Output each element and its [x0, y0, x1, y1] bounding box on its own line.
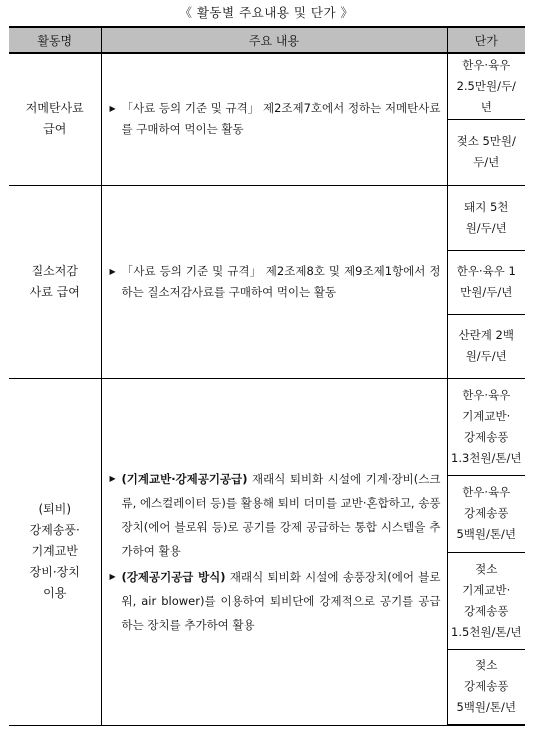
content-cell [101, 53, 447, 185]
price-line: 강제송풍 [464, 429, 509, 444]
price-line: 강제송풍 [464, 506, 509, 520]
header-row [9, 27, 525, 53]
activity-name: 질소저감 [31, 263, 78, 278]
content-cell [101, 185, 447, 378]
price-value: 1.5천원/톤/년 [451, 624, 522, 639]
table-row [9, 53, 525, 119]
activity-cell [9, 378, 101, 725]
header-price: 단가 [447, 27, 525, 53]
price-value: 5백원/톤/년 [456, 700, 516, 715]
activity-name: 기계교반 [31, 544, 78, 558]
price-line: 강제송풍 [464, 603, 509, 618]
price-cell [447, 314, 525, 378]
triangle-bullet-icon: ▶ [109, 104, 116, 114]
content-cell [101, 378, 447, 725]
price-value: 5백원/톤/년 [456, 527, 516, 541]
activity-name: 이용 [43, 586, 67, 600]
price-cell [447, 185, 525, 250]
activity-name: 저메탄사료 [25, 101, 84, 116]
price-line: 젖소 [475, 561, 498, 576]
price-value: 산란계 2백원/두/년 [458, 328, 514, 363]
price-value: 돼지 5천원/두/년 [464, 199, 509, 235]
activity-name: (퇴비) [38, 502, 72, 516]
price-line: 강제송풍 [464, 679, 509, 694]
activity-name: 강제송풍· [29, 523, 80, 537]
bullet-heading: (강제공기공급 방식) [121, 569, 226, 584]
header-content: 주요 내용 [101, 27, 447, 53]
price-cell [447, 475, 525, 552]
activity-cell [9, 53, 101, 185]
price-cell [447, 378, 525, 475]
price-line: 기계교반· [462, 582, 511, 597]
content-bullet [110, 467, 441, 563]
content-bullet: ▶ 「사료 등의 기준 및 규격」 제2조제7호에서 정하는 저메탄사료를 구매하여 먹이는 활동 [110, 98, 441, 140]
price-line: 한우·육우 [462, 485, 511, 499]
price-cell [447, 552, 525, 649]
price-value: 1.3천원/톤/년 [451, 450, 522, 465]
content-bullet [110, 565, 441, 637]
price-line: 기계교반· [462, 408, 511, 423]
table-title: 《 활동별 주요내용 및 단가 》 [179, 5, 354, 20]
triangle-bullet-icon: ▶ [109, 266, 116, 276]
activity-name: 사료 급여 [29, 284, 80, 299]
activity-name: 장비·장치 [29, 565, 80, 579]
activity-price-table [9, 26, 525, 726]
price-value: 한우·육우 1만원/두/년 [456, 264, 516, 299]
bullet-text: 재래식 퇴비화 시설에 기계·장비(스크류, 에스컬레이터 등)를 활용해 퇴비 더미를 교반·혼합하고, 송풍장치(에어 블로워 등)로 공기를 강제 공급하는 통합 시스템을 추가하여 활용 [121, 471, 441, 558]
content-bullet: ▶ 「사료 등의 기준 및 규격」 제2조제8호 및 제9조제1항에서 정하는 질소저감사료를 구매하여 먹이는 활동 [110, 261, 441, 303]
price-line: 젖소 [475, 658, 498, 673]
triangle-bullet-icon: ▶ [109, 571, 116, 581]
price-cell [447, 649, 525, 725]
triangle-bullet-icon: ▶ [109, 473, 116, 483]
price-cell [447, 119, 525, 185]
price-value: 젖소 5만원/두/년 [456, 134, 516, 169]
price-cell [447, 250, 525, 314]
bullet-heading: (기계교반·강제공기공급) [121, 471, 248, 486]
activity-name: 급여 [43, 122, 67, 137]
price-value: 한우·육우 2.5만원/두/년 [456, 57, 516, 114]
bullet-text: 재래식 퇴비화 시설에 송풍장치(에어 블로워, air blower)를 이용하여 퇴비단에 강제적으로 공기를 공급하는 장치를 추가하여 활용 [121, 569, 441, 632]
table-row [9, 185, 525, 250]
activity-cell [9, 185, 101, 378]
price-line: 한우·육우 [462, 387, 511, 402]
table-row [9, 378, 525, 475]
header-activity: 활동명 [9, 27, 101, 53]
price-cell [447, 53, 525, 119]
